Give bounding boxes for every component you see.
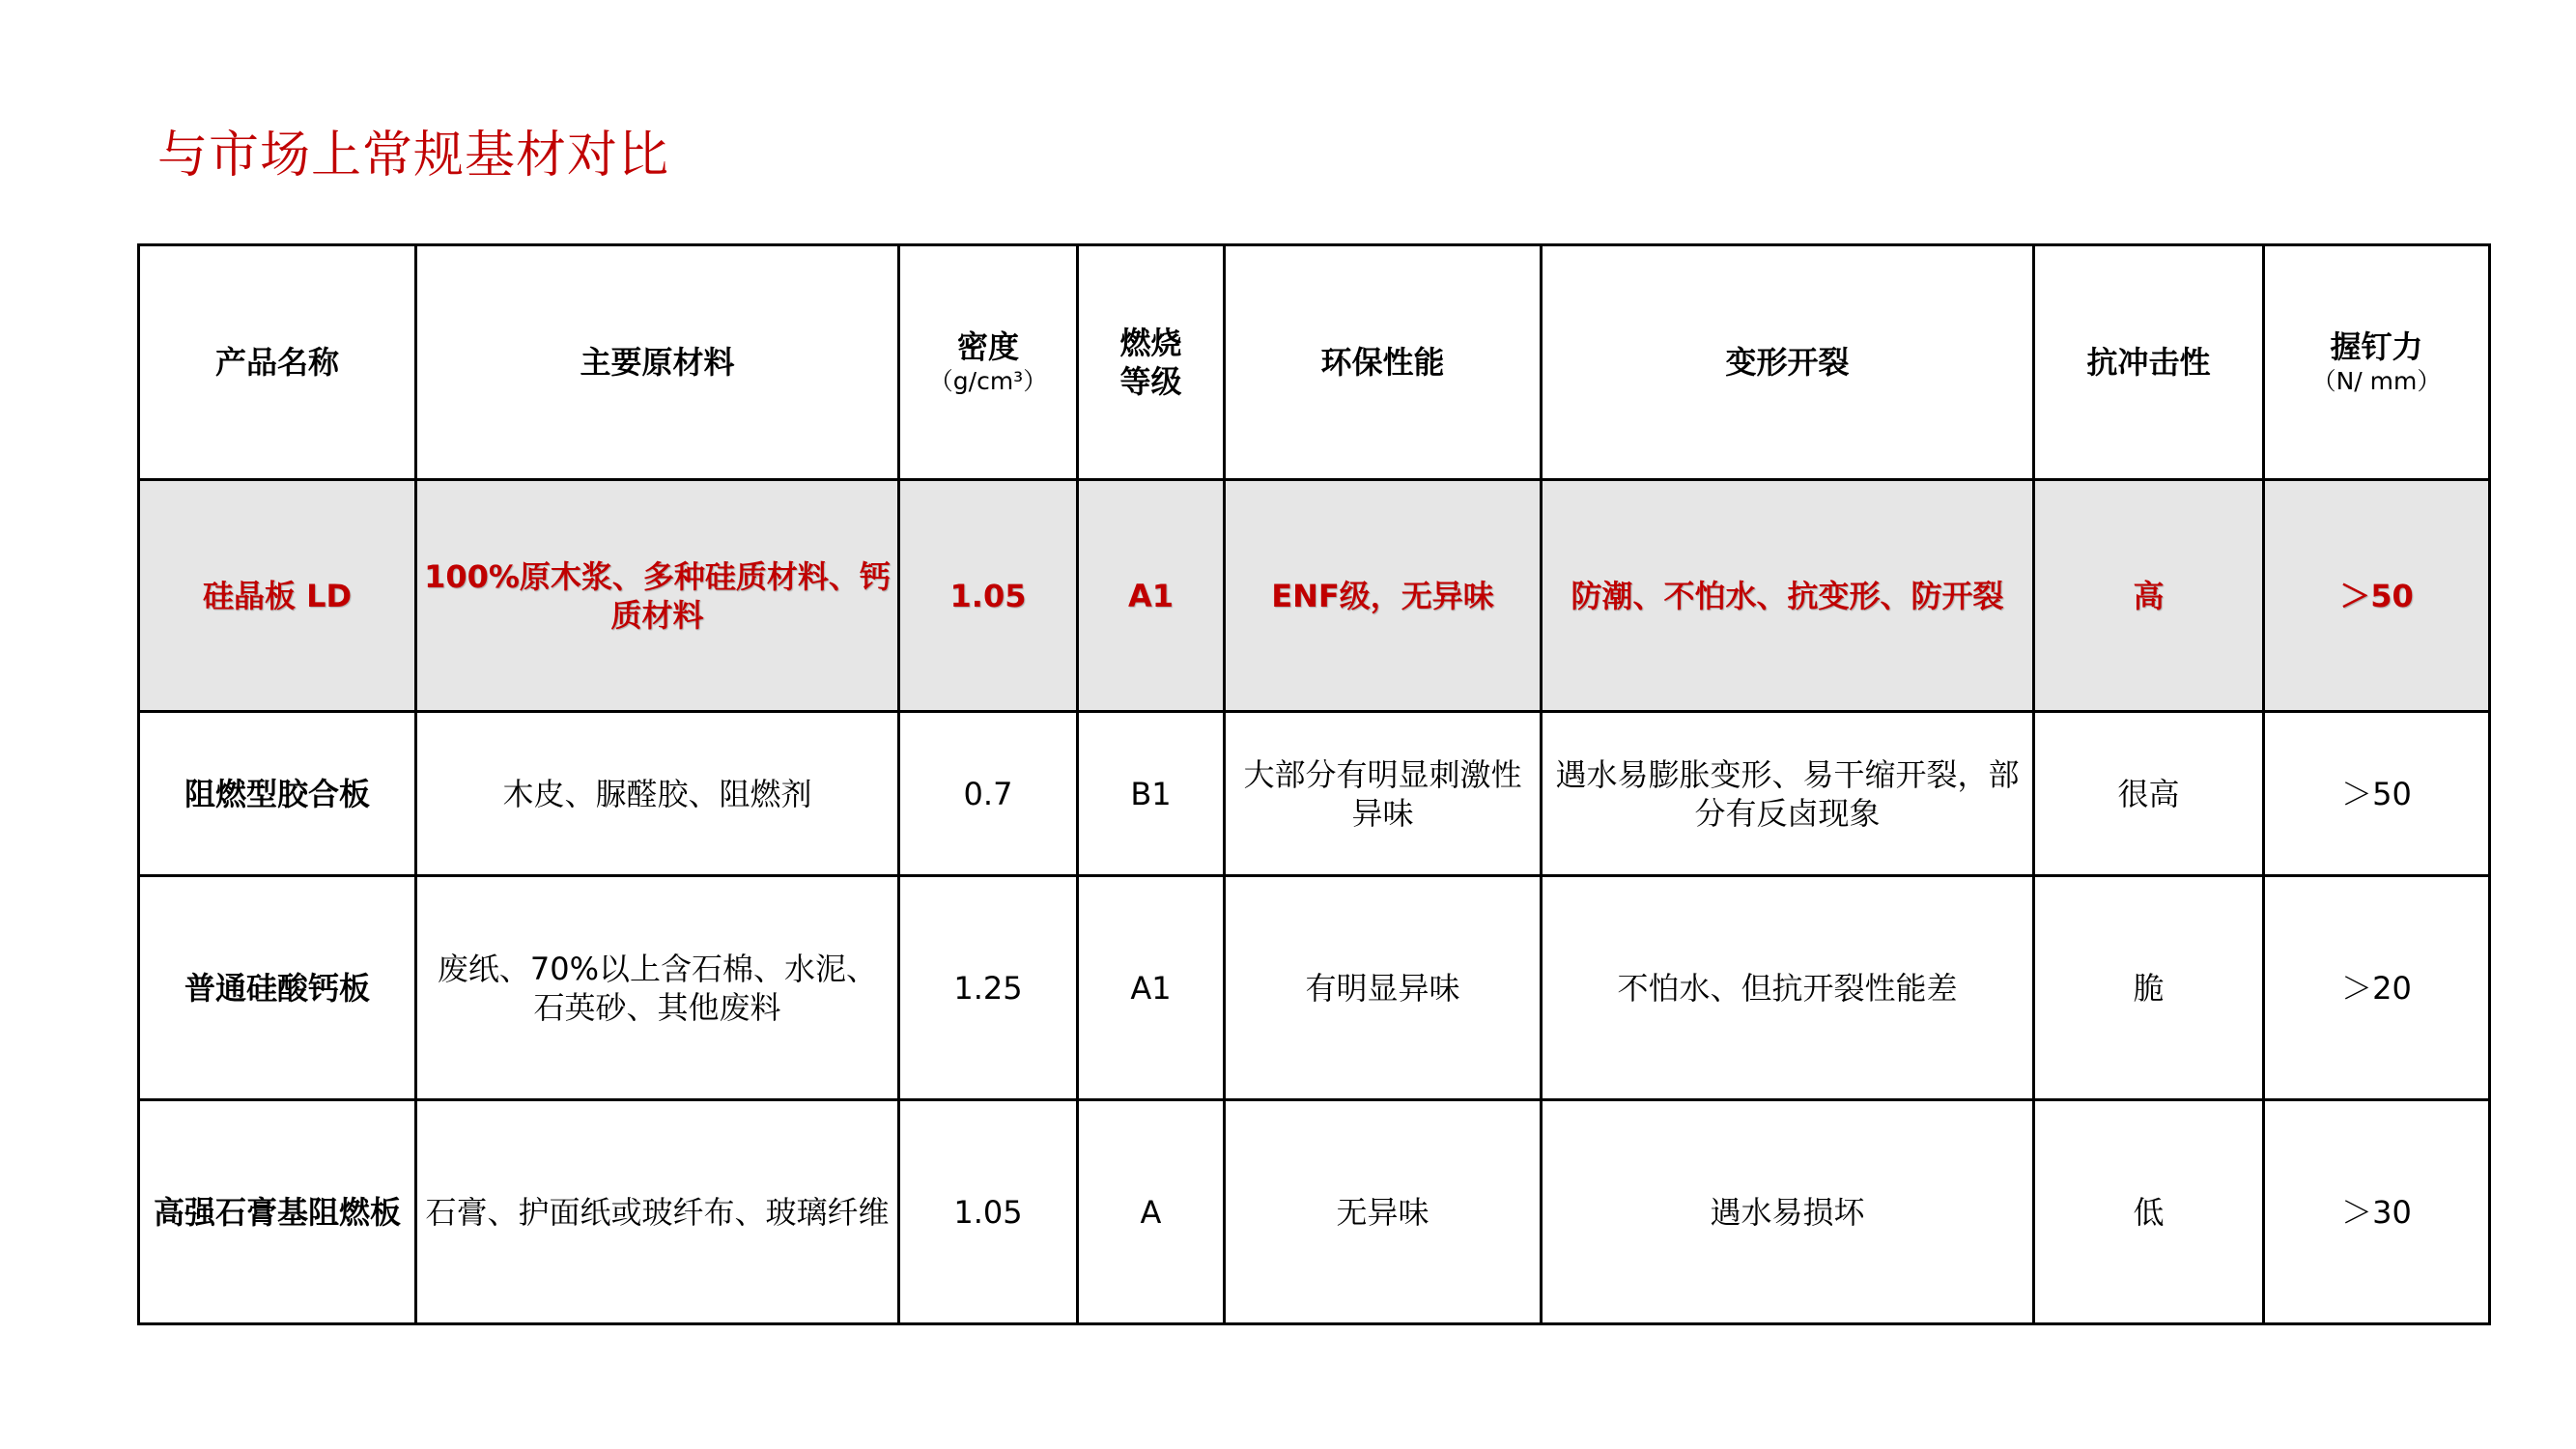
cell-eco: 有明显异味: [1225, 876, 1542, 1100]
page-title: 与市场上常规基材对比: [157, 127, 670, 185]
cell-deform: 遇水易膨胀变形、易干缩开裂，部分有反卤现象: [1542, 712, 2034, 876]
cell-density: 1.05: [899, 480, 1078, 712]
cell-fire: A1: [1078, 480, 1225, 712]
cell-material: 石膏、护面纸或玻纤布、玻璃纤维: [416, 1100, 899, 1324]
cell-impact: 脆: [2034, 876, 2264, 1100]
cell-name: 普通硅酸钙板: [139, 876, 416, 1100]
cell-material: 100%原木浆、多种硅质材料、钙质材料: [416, 480, 899, 712]
cell-density: 0.7: [899, 712, 1078, 876]
header-material: 主要原材料: [416, 245, 899, 480]
cell-material: 木皮、脲醛胶、阻燃剂: [416, 712, 899, 876]
header-fire-label: 燃烧等级: [1119, 325, 1182, 400]
cell-eco: 大部分有明显刺激性异味: [1225, 712, 1542, 876]
table-header-row: [139, 245, 2490, 480]
cell-deform: 遇水易损坏: [1542, 1100, 2034, 1324]
header-density-label: 密度: [956, 328, 1019, 365]
cell-deform: 不怕水、但抗开裂性能差: [1542, 876, 2034, 1100]
cell-eco: 无异味: [1225, 1100, 1542, 1324]
cell-impact: 高: [2034, 480, 2264, 712]
cell-fire: A: [1078, 1100, 1225, 1324]
header-nail-label: 握钉力: [2330, 328, 2423, 365]
cell-impact: 低: [2034, 1100, 2264, 1324]
header-fire: [1078, 245, 1225, 480]
table-row-highlight: [139, 480, 2490, 712]
cell-name: 硅晶板 LD: [139, 480, 416, 712]
cell-fire: B1: [1078, 712, 1225, 876]
header-eco: 环保性能: [1225, 245, 1542, 480]
cell-nail: ＞50: [2264, 480, 2490, 712]
cell-eco: ENF级，无异味: [1225, 480, 1542, 712]
header-density: [899, 245, 1078, 480]
table-row: [139, 712, 2490, 876]
header-deform: 变形开裂: [1542, 245, 2034, 480]
cell-material: 废纸、70%以上含石棉、水泥、石英砂、其他废料: [416, 876, 899, 1100]
cell-density: 1.25: [899, 876, 1078, 1100]
cell-impact: 很高: [2034, 712, 2264, 876]
cell-nail: ＞50: [2264, 712, 2490, 876]
cell-name: 阻燃型胶合板: [139, 712, 416, 876]
header-nail-unit: （N/ mm）: [2311, 367, 2442, 395]
cell-deform: 防潮、不怕水、抗变形、防开裂: [1542, 480, 2034, 712]
header-nail: [2264, 245, 2490, 480]
cell-nail: ＞30: [2264, 1100, 2490, 1324]
header-density-unit: （g/cm³）: [928, 367, 1048, 395]
cell-density: 1.05: [899, 1100, 1078, 1324]
comparison-table: [137, 243, 2491, 1325]
table-row: [139, 876, 2490, 1100]
cell-name: 高强石膏基阻燃板: [139, 1100, 416, 1324]
cell-nail: ＞20: [2264, 876, 2490, 1100]
table-row: [139, 1100, 2490, 1324]
cell-fire: A1: [1078, 876, 1225, 1100]
header-impact: 抗冲击性: [2034, 245, 2264, 480]
header-name: 产品名称: [139, 245, 416, 480]
